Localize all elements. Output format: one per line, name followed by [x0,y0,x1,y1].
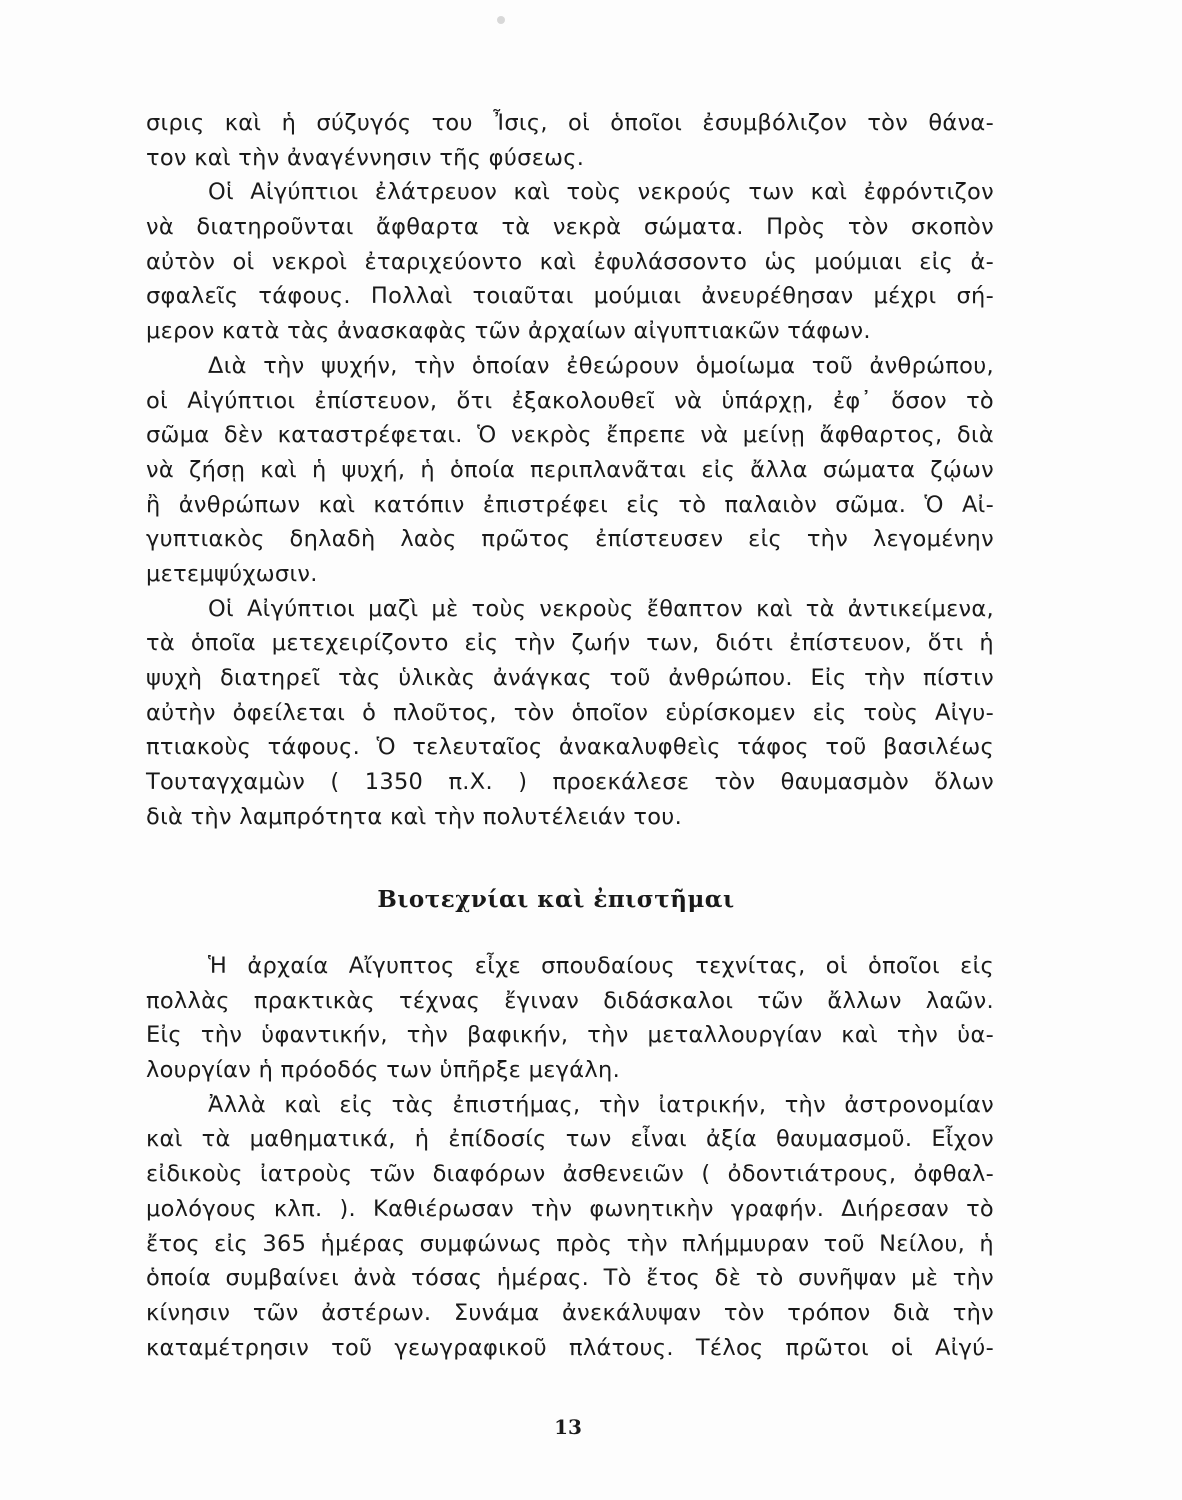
text-line: καὶ τὰ μαθηματικά, ἡ ἐπίδοσίς των εἶναι ἀξία θαυμασμοῦ. Εἶχον [146,1126,994,1153]
text-line: οἱ Αἰγύπτιοι ἐπίστευον, ὅτι ἐξακολουθεῖ νὰ ὑπάρχῃ, ἐφ᾽ ὅσον τὸ [146,387,994,414]
text-line: καταμέτρησιν τοῦ γεωγραφικοῦ πλάτους. Τέλος πρῶτοι οἱ Αἰγύ- [146,1334,994,1361]
text-line: κίνησιν τῶν ἀστέρων. Συνάμα ἀνεκάλυψαν τὸν τρόπον διὰ τὴν [146,1299,994,1326]
text-line: Τουταγχαμὼν ( 1350 π.Χ. ) προεκάλεσε τὸν θαυμασμὸν ὅλων [146,769,994,796]
body-text-bottom [146,949,994,1365]
text-line: μερον κατὰ τὰς ἀνασκαφὰς τῶν ἀρχαίων αἰγυπτιακῶν τάφων. [146,318,871,345]
text-line: σιρις καὶ ἡ σύζυγός του Ἶσις, οἱ ὁποῖοι ἐσυμβόλιζον τὸν θάνα- [146,110,994,136]
text-line: πολλὰς πρακτικὰς τέχνας ἔγιναν διδάσκαλοι τῶν ἄλλων λαῶν. [146,987,994,1014]
body-text-top [146,106,994,834]
text-line: σφαλεῖς τάφους. Πολλαὶ τοιαῦται μούμιαι ἀνευρέθησαν μέχρι σή- [146,283,994,310]
text-line: νὰ ζήσῃ καὶ ἡ ψυχή, ἡ ὁποία περιπλανᾶται εἰς ἄλλα σώματα ζῴων [146,456,994,483]
paper-speck [497,16,505,24]
text-line: αὐτὸν οἱ νεκροὶ ἐταριχεύοντο καὶ ἐφυλάσσοντο ὡς μούμιαι εἰς ἀ- [146,248,994,275]
text-line: Οἱ Αἰγύπτιοι ἐλάτρευον καὶ τοὺς νεκρούς των καὶ ἐφρόντιζον [208,179,994,206]
text-line: Ἀλλὰ καὶ εἰς τὰς ἐπιστήμας, τὴν ἰατρικήν, τὴν ἀστρονομίαν [208,1091,994,1118]
text-line: πτιακοὺς τάφους. Ὁ τελευταῖος ἀνακαλυφθεὶς τάφος τοῦ βασιλέως [146,734,994,761]
text-line: σῶμα δὲν καταστρέφεται. Ὁ νεκρὸς ἔπρεπε νὰ μείνῃ ἄφθαρτος, διὰ [146,422,994,449]
text-line: αὐτὴν ὀφείλεται ὁ πλοῦτος, τὸν ὁποῖον εὑρίσκομεν εἰς τοὺς Αἰγυ- [146,699,994,726]
text-line: ἢ ἀνθρώπων καὶ κατόπιν ἐπιστρέφει εἰς τὸ παλαιὸν σῶμα. Ὁ Αἰ- [146,491,994,518]
section-heading: Βιοτεχνίαι καὶ ἐπιστῆμαι [377,886,735,913]
text-line: ψυχὴ διατηρεῖ τὰς ὑλικὰς ἀνάγκας τοῦ ἀνθρώπου. Εἰς τὴν πίστιν [146,665,994,691]
text-line: εἰδικοὺς ἰατροὺς τῶν διαφόρων ἀσθενειῶν ( ὀδοντιάτρους, ὀφθαλ- [146,1161,994,1188]
text-line: Ἡ ἀρχαία Αἴγυπτος εἶχε σπουδαίους τεχνίτας, οἱ ὁποῖοι εἰς [208,953,994,979]
text-line: τον καὶ τὴν ἀναγέννησιν τῆς φύσεως. [146,144,585,171]
text-line: ἔτος εἰς 365 ἡμέρας συμφώνως πρὸς τὴν πλήμμυραν τοῦ Νείλου, ἡ [146,1230,994,1257]
text-line: μετεμψύχωσιν. [146,560,318,587]
text-line: Εἰς τὴν ὑφαντικήν, τὴν βαφικήν, τὴν μεταλλουργίαν καὶ τὴν ὑα- [146,1022,994,1049]
text-line: διὰ τὴν λαμπρότητα καὶ τὴν πολυτέλειάν του. [146,803,683,830]
text-line: νὰ διατηροῦνται ἄφθαρτα τὰ νεκρὰ σώματα. Πρὸς τὸν σκοπὸν [146,214,994,241]
text-line: Οἱ Αἰγύπτιοι μαζὶ μὲ τοὺς νεκροὺς ἔθαπτον καὶ τὰ ἀντικείμενα, [208,595,994,622]
text-line: λουργίαν ἡ πρόοδός των ὑπῆρξε μεγάλη. [146,1057,621,1084]
text-line: τὰ ὁποῖα μετεχειρίζοντο εἰς τὴν ζωήν των, διότι ἐπίστευον, ὅτι ἡ [146,630,994,657]
text-line: γυπτιακὸς δηλαδὴ λαὸς πρῶτος ἐπίστευσεν εἰς τὴν λεγομένην [146,526,994,553]
text-line: Διὰ τὴν ψυχήν, τὴν ὁποίαν ἐθεώρουν ὁμοίωμα τοῦ ἀνθρώπου, [208,352,994,379]
page-number: 13 [554,1415,582,1439]
text-line: μολόγους κλπ. ). Καθιέρωσαν τὴν φωνητικὴν γραφήν. Διήρεσαν τὸ [146,1195,994,1222]
text-line: ὁποία συμβαίνει ἀνὰ τόσας ἡμέρας. Τὸ ἔτος δὲ τὸ συνῆψαν μὲ τὴν [146,1265,994,1292]
